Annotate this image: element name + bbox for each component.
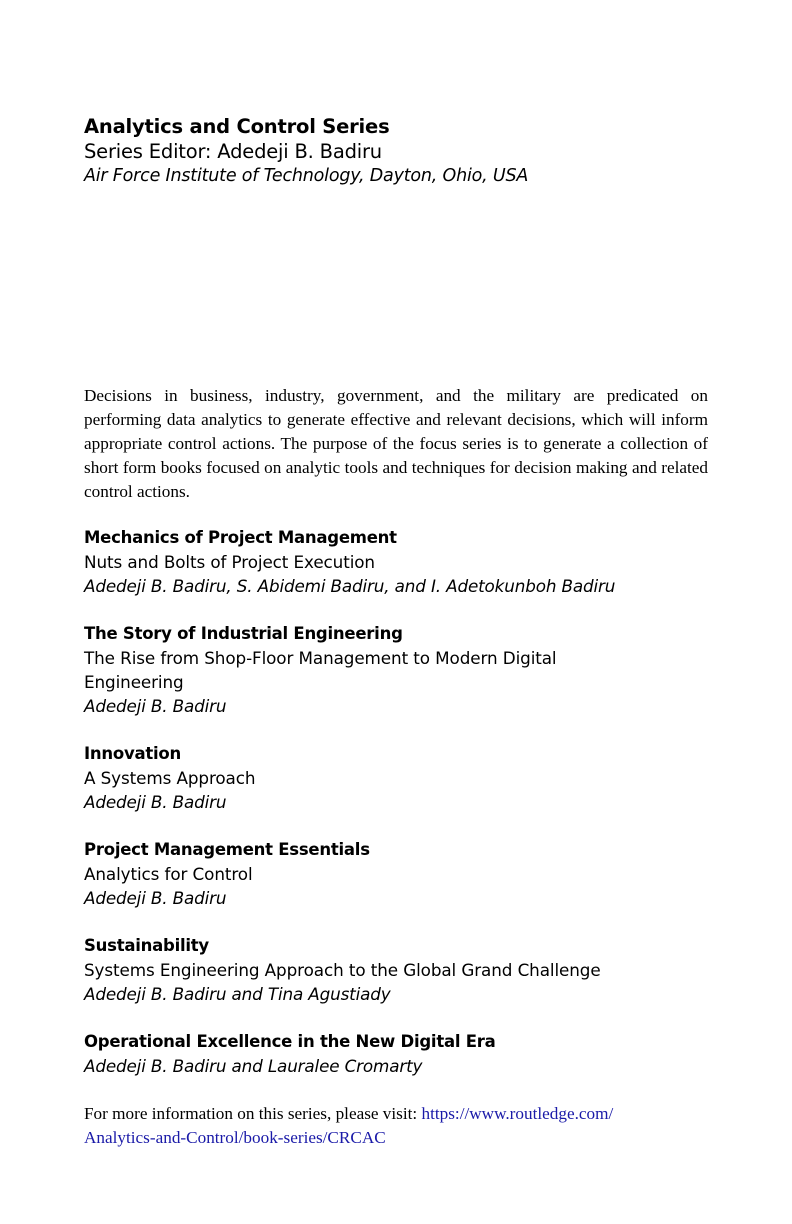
book-list bbox=[84, 526, 708, 1102]
book-title: Operational Excellence in the New Digital Era bbox=[84, 1032, 496, 1051]
series-affiliation: Air Force Institute of Technology, Dayton, Ohio, USA bbox=[84, 166, 529, 186]
book-subtitle: A Systems Approach bbox=[84, 768, 256, 788]
book-entry bbox=[84, 526, 708, 598]
series-link-line2[interactable]: Analytics-and-Control/book-series/CRCAC bbox=[84, 1128, 386, 1147]
book-authors: Adedeji B. Badiru, S. Abidemi Badiru, and I. Adetokunboh Badiru bbox=[84, 576, 616, 596]
series-title: Analytics and Control Series bbox=[84, 115, 390, 138]
book-authors: Adedeji B. Badiru bbox=[84, 696, 227, 716]
book-authors: Adedeji B. Badiru bbox=[84, 888, 227, 908]
book-authors: Adedeji B. Badiru and Lauralee Cromarty bbox=[84, 1056, 423, 1076]
book-title: Mechanics of Project Management bbox=[84, 528, 397, 547]
more-info bbox=[84, 1102, 708, 1150]
series-header bbox=[84, 114, 708, 188]
series-link-line1[interactable]: https://www.routledge.com/ bbox=[421, 1104, 614, 1123]
book-authors: Adedeji B. Badiru and Tina Agustiady bbox=[84, 984, 391, 1004]
book-entry bbox=[84, 838, 708, 910]
book-title: Sustainability bbox=[84, 936, 209, 955]
book-title: Project Management Essentials bbox=[84, 840, 370, 859]
book-subtitle: Systems Engineering Approach to the Global Grand Challenge bbox=[84, 960, 601, 980]
book-entry bbox=[84, 1030, 708, 1078]
series-editor: Series Editor: Adedeji B. Badiru bbox=[84, 140, 382, 163]
book-subtitle: Nuts and Bolts of Project Execution bbox=[84, 552, 375, 572]
book-subtitle: The Rise from Shop-Floor Management to Modern Digital Engineering bbox=[84, 648, 557, 692]
series-description: Decisions in business, industry, government, and the military are predicated on performing data analytics to generate effective and relevant decisions, which will inform appropriate control actions. The purpose of the focus series is to generate a collection of short form books focused on analytic tools and techniques for decision making and related control actions. bbox=[84, 386, 708, 501]
book-entry bbox=[84, 934, 708, 1006]
book-title: Innovation bbox=[84, 744, 181, 763]
book-title: The Story of Industrial Engineering bbox=[84, 624, 403, 643]
more-info-text: For more information on this series, please visit: bbox=[84, 1104, 422, 1123]
book-subtitle: Analytics for Control bbox=[84, 864, 253, 884]
book-entry bbox=[84, 622, 708, 718]
book-entry bbox=[84, 742, 708, 814]
book-authors: Adedeji B. Badiru bbox=[84, 792, 227, 812]
book-page bbox=[84, 114, 708, 1147]
